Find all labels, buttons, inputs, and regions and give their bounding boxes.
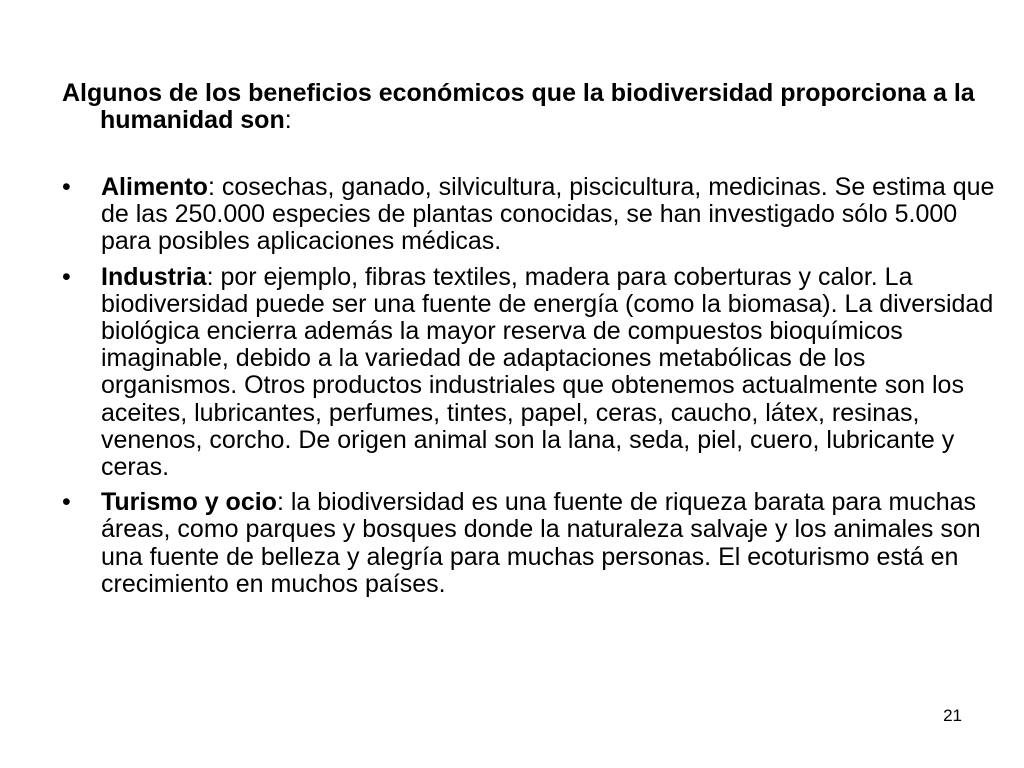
bullet-term: Turismo y ocio — [101, 488, 277, 517]
bullet-text: : la biodiversidad es una fuente de riqueza barata para muchas áreas, como parques y bosques donde la naturaleza salvaje y los animales son una fuente de belleza y alegría para muchas personas. El ecoturismo está en crecimiento en muchos países. — [101, 488, 981, 598]
bullet-list — [62, 174, 1002, 606]
bullet-text: : cosechas, ganado, silvicultura, piscicultura, medicinas. Se estima que de las 250.000 especies de plantas conocidas, se han investigado sólo 5.000 para posibles aplicaciones médicas. — [101, 173, 995, 256]
page-number: 21 — [943, 706, 962, 725]
bullet-term: Industria — [101, 262, 207, 291]
bullet-marker: • — [62, 173, 71, 201]
bullet-item-industria — [62, 264, 1002, 482]
slide-heading — [62, 80, 1000, 134]
bullet-item-alimento — [62, 174, 1002, 256]
heading-colon: : — [284, 106, 292, 134]
heading-text: Algunos de los beneficios económicos que la biodiversidad proporciona a la humanidad son — [62, 79, 975, 134]
bullet-term: Alimento — [101, 173, 208, 201]
bullet-text: : por ejemplo, fibras textiles, madera para coberturas y calor. La biodiversidad puede ser una fuente de energía (como la biomasa). La diversidad biológica encierra además la mayor reserva de compuestos bioquímicos imaginable, debido a la variedad de adaptaciones metabólicas de los organismos. Otros productos industriales que obtenemos actualmente son los aceites, lubricantes, perfumes, tintes, papel, ceras, caucho, látex, resinas, venenos, corcho. De origen animal son la lana, seda, piel, cuero, lubricante y ceras. — [101, 262, 994, 482]
bullet-marker: • — [62, 262, 71, 291]
bullet-marker: • — [62, 488, 71, 517]
bullet-item-turismo — [62, 489, 1002, 598]
